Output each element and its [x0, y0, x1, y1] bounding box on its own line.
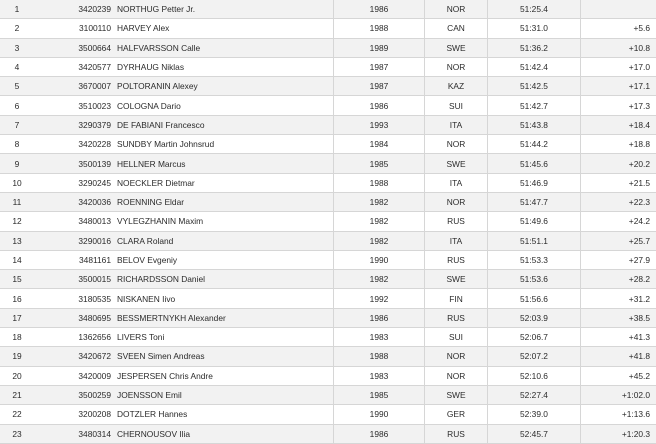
- time-cell: 51:49.6: [488, 212, 581, 231]
- time-cell: 51:53.3: [488, 250, 581, 269]
- athlete-name-cell[interactable]: NOECKLER Dietmar: [117, 173, 334, 192]
- fis-code-cell: 3500259: [34, 385, 117, 404]
- time-behind-cell: [581, 0, 656, 19]
- rank-cell: 17: [0, 308, 34, 327]
- time-behind-cell: +18.4: [581, 115, 656, 134]
- nation-cell: NOR: [425, 192, 488, 211]
- athlete-name-cell[interactable]: HELLNER Marcus: [117, 154, 334, 173]
- birth-year-cell: 1986: [334, 424, 425, 443]
- fis-code-cell: 3200208: [34, 405, 117, 424]
- birth-year-cell: 1987: [334, 77, 425, 96]
- time-behind-cell: +20.2: [581, 154, 656, 173]
- nation-cell: SWE: [425, 385, 488, 404]
- time-behind-cell: +17.3: [581, 96, 656, 115]
- table-row[interactable]: [0, 57, 656, 76]
- table-row[interactable]: [0, 366, 656, 385]
- time-behind-cell: +5.6: [581, 19, 656, 38]
- time-cell: 51:47.7: [488, 192, 581, 211]
- time-cell: 51:43.8: [488, 115, 581, 134]
- athlete-name-cell[interactable]: HARVEY Alex: [117, 19, 334, 38]
- nation-cell: NOR: [425, 0, 488, 19]
- nation-cell: NOR: [425, 135, 488, 154]
- time-behind-cell: +27.9: [581, 250, 656, 269]
- table-row[interactable]: [0, 308, 656, 327]
- fis-code-cell: 3480695: [34, 308, 117, 327]
- nation-cell: SUI: [425, 96, 488, 115]
- nation-cell: SWE: [425, 38, 488, 57]
- table-row[interactable]: [0, 270, 656, 289]
- table-row[interactable]: [0, 154, 656, 173]
- athlete-name-cell[interactable]: SUNDBY Martin Johnsrud: [117, 135, 334, 154]
- nation-cell: FIN: [425, 289, 488, 308]
- fis-code-cell: 3420036: [34, 192, 117, 211]
- athlete-name-cell[interactable]: COLOGNA Dario: [117, 96, 334, 115]
- birth-year-cell: 1993: [334, 115, 425, 134]
- time-cell: 51:53.6: [488, 270, 581, 289]
- time-behind-cell: +1:02.0: [581, 385, 656, 404]
- time-cell: 51:51.1: [488, 231, 581, 250]
- rank-cell: 11: [0, 192, 34, 211]
- birth-year-cell: 1983: [334, 328, 425, 347]
- time-cell: 51:45.6: [488, 154, 581, 173]
- time-cell: 51:42.7: [488, 96, 581, 115]
- nation-cell: SUI: [425, 328, 488, 347]
- table-row[interactable]: [0, 250, 656, 269]
- fis-code-cell: 3500139: [34, 154, 117, 173]
- birth-year-cell: 1986: [334, 96, 425, 115]
- time-behind-cell: +31.2: [581, 289, 656, 308]
- time-cell: 52:07.2: [488, 347, 581, 366]
- fis-code-cell: 3670007: [34, 77, 117, 96]
- athlete-name-cell[interactable]: RICHARDSSON Daniel: [117, 270, 334, 289]
- fis-code-cell: 3500015: [34, 270, 117, 289]
- nation-cell: RUS: [425, 308, 488, 327]
- athlete-name-cell[interactable]: BESSMERTNYKH Alexander: [117, 308, 334, 327]
- fis-code-cell: 3420239: [34, 0, 117, 19]
- athlete-name-cell[interactable]: CLARA Roland: [117, 231, 334, 250]
- athlete-name-cell[interactable]: JESPERSEN Chris Andre: [117, 366, 334, 385]
- birth-year-cell: 1983: [334, 366, 425, 385]
- fis-code-cell: 3290379: [34, 115, 117, 134]
- table-row[interactable]: [0, 192, 656, 211]
- fis-code-cell: 3420577: [34, 57, 117, 76]
- nation-cell: KAZ: [425, 77, 488, 96]
- time-cell: 51:31.0: [488, 19, 581, 38]
- table-row[interactable]: [0, 231, 656, 250]
- table-row[interactable]: [0, 135, 656, 154]
- table-row[interactable]: [0, 405, 656, 424]
- rank-cell: 16: [0, 289, 34, 308]
- fis-code-cell: 3100110: [34, 19, 117, 38]
- birth-year-cell: 1985: [334, 154, 425, 173]
- birth-year-cell: 1984: [334, 135, 425, 154]
- rank-cell: 19: [0, 347, 34, 366]
- nation-cell: SWE: [425, 270, 488, 289]
- rank-cell: 3: [0, 38, 34, 57]
- time-behind-cell: +1:13.6: [581, 405, 656, 424]
- time-cell: 51:25.4: [488, 0, 581, 19]
- birth-year-cell: 1982: [334, 212, 425, 231]
- nation-cell: NOR: [425, 366, 488, 385]
- nation-cell: NOR: [425, 347, 488, 366]
- rank-cell: 21: [0, 385, 34, 404]
- table-row[interactable]: [0, 0, 656, 19]
- time-behind-cell: +18.8: [581, 135, 656, 154]
- birth-year-cell: 1982: [334, 270, 425, 289]
- table-row[interactable]: [0, 289, 656, 308]
- time-cell: 52:06.7: [488, 328, 581, 347]
- birth-year-cell: 1985: [334, 385, 425, 404]
- birth-year-cell: 1987: [334, 57, 425, 76]
- fis-code-cell: 3420672: [34, 347, 117, 366]
- fis-code-cell: 3510023: [34, 96, 117, 115]
- athlete-name-cell[interactable]: NORTHUG Petter Jr.: [117, 0, 334, 19]
- rank-cell: 12: [0, 212, 34, 231]
- athlete-name-cell[interactable]: DYRHAUG Niklas: [117, 57, 334, 76]
- rank-cell: 15: [0, 270, 34, 289]
- nation-cell: GER: [425, 405, 488, 424]
- time-cell: 51:42.4: [488, 57, 581, 76]
- rank-cell: 20: [0, 366, 34, 385]
- rank-cell: 13: [0, 231, 34, 250]
- time-behind-cell: +38.5: [581, 308, 656, 327]
- birth-year-cell: 1986: [334, 0, 425, 19]
- nation-cell: ITA: [425, 173, 488, 192]
- nation-cell: RUS: [425, 424, 488, 443]
- nation-cell: RUS: [425, 250, 488, 269]
- time-cell: 51:56.6: [488, 289, 581, 308]
- athlete-name-cell[interactable]: SVEEN Simen Andreas: [117, 347, 334, 366]
- athlete-name-cell[interactable]: VYLEGZHANIN Maxim: [117, 212, 334, 231]
- nation-cell: ITA: [425, 231, 488, 250]
- table-row[interactable]: [0, 115, 656, 134]
- fis-code-cell: 3180535: [34, 289, 117, 308]
- time-cell: 52:03.9: [488, 308, 581, 327]
- table-row[interactable]: [0, 77, 656, 96]
- time-behind-cell: +25.7: [581, 231, 656, 250]
- time-behind-cell: +17.1: [581, 77, 656, 96]
- athlete-name-cell[interactable]: HALFVARSSON Calle: [117, 38, 334, 57]
- nation-cell: NOR: [425, 57, 488, 76]
- rank-cell: 22: [0, 405, 34, 424]
- birth-year-cell: 1990: [334, 250, 425, 269]
- time-behind-cell: +1:20.3: [581, 424, 656, 443]
- fis-code-cell: 3500664: [34, 38, 117, 57]
- birth-year-cell: 1986: [334, 308, 425, 327]
- athlete-name-cell[interactable]: POLTORANIN Alexey: [117, 77, 334, 96]
- athlete-name-cell[interactable]: DOTZLER Hannes: [117, 405, 334, 424]
- fis-code-cell: 3480013: [34, 212, 117, 231]
- nation-cell: CAN: [425, 19, 488, 38]
- time-cell: 51:42.5: [488, 77, 581, 96]
- birth-year-cell: 1989: [334, 38, 425, 57]
- rank-cell: 7: [0, 115, 34, 134]
- table-row[interactable]: [0, 328, 656, 347]
- birth-year-cell: 1992: [334, 289, 425, 308]
- table-row[interactable]: [0, 385, 656, 404]
- time-behind-cell: +24.2: [581, 212, 656, 231]
- birth-year-cell: 1982: [334, 192, 425, 211]
- fis-code-cell: 3290245: [34, 173, 117, 192]
- time-cell: 51:44.2: [488, 135, 581, 154]
- rank-cell: 5: [0, 77, 34, 96]
- rank-cell: 8: [0, 135, 34, 154]
- rank-cell: 18: [0, 328, 34, 347]
- rank-cell: 6: [0, 96, 34, 115]
- time-behind-cell: +41.3: [581, 328, 656, 347]
- birth-year-cell: 1982: [334, 231, 425, 250]
- nation-cell: ITA: [425, 115, 488, 134]
- time-cell: 52:39.0: [488, 405, 581, 424]
- time-cell: 52:45.7: [488, 424, 581, 443]
- rank-cell: 10: [0, 173, 34, 192]
- rank-cell: 14: [0, 250, 34, 269]
- time-cell: 51:36.2: [488, 38, 581, 57]
- time-cell: 52:27.4: [488, 385, 581, 404]
- time-behind-cell: +41.8: [581, 347, 656, 366]
- time-cell: 51:46.9: [488, 173, 581, 192]
- time-behind-cell: +28.2: [581, 270, 656, 289]
- table-row[interactable]: [0, 96, 656, 115]
- rank-cell: 4: [0, 57, 34, 76]
- table-row[interactable]: [0, 173, 656, 192]
- rank-cell: 9: [0, 154, 34, 173]
- time-cell: 52:10.6: [488, 366, 581, 385]
- birth-year-cell: 1988: [334, 347, 425, 366]
- rank-cell: 2: [0, 19, 34, 38]
- table-row[interactable]: [0, 424, 656, 443]
- birth-year-cell: 1988: [334, 173, 425, 192]
- time-behind-cell: +45.2: [581, 366, 656, 385]
- fis-code-cell: 3481161: [34, 250, 117, 269]
- athlete-name-cell[interactable]: ROENNING Eldar: [117, 192, 334, 211]
- table-row[interactable]: [0, 212, 656, 231]
- nation-cell: SWE: [425, 154, 488, 173]
- table-row[interactable]: [0, 38, 656, 57]
- athlete-name-cell[interactable]: CHERNOUSOV Ilia: [117, 424, 334, 443]
- time-behind-cell: +22.3: [581, 192, 656, 211]
- time-behind-cell: +17.0: [581, 57, 656, 76]
- table-row[interactable]: [0, 347, 656, 366]
- fis-code-cell: 3480314: [34, 424, 117, 443]
- time-behind-cell: +21.5: [581, 173, 656, 192]
- athlete-name-cell[interactable]: BELOV Evgeniy: [117, 250, 334, 269]
- fis-code-cell: 3420228: [34, 135, 117, 154]
- athlete-name-cell[interactable]: JOENSSON Emil: [117, 385, 334, 404]
- fis-code-cell: 3420009: [34, 366, 117, 385]
- birth-year-cell: 1990: [334, 405, 425, 424]
- athlete-name-cell[interactable]: DE FABIANI Francesco: [117, 115, 334, 134]
- fis-code-cell: 3290016: [34, 231, 117, 250]
- rank-cell: 1: [0, 0, 34, 19]
- fis-code-cell: 1362656: [34, 328, 117, 347]
- time-behind-cell: +10.8: [581, 38, 656, 57]
- nation-cell: RUS: [425, 212, 488, 231]
- athlete-name-cell[interactable]: LIVERS Toni: [117, 328, 334, 347]
- athlete-name-cell[interactable]: NISKANEN Iivo: [117, 289, 334, 308]
- table-row[interactable]: [0, 19, 656, 38]
- birth-year-cell: 1988: [334, 19, 425, 38]
- rank-cell: 23: [0, 424, 34, 443]
